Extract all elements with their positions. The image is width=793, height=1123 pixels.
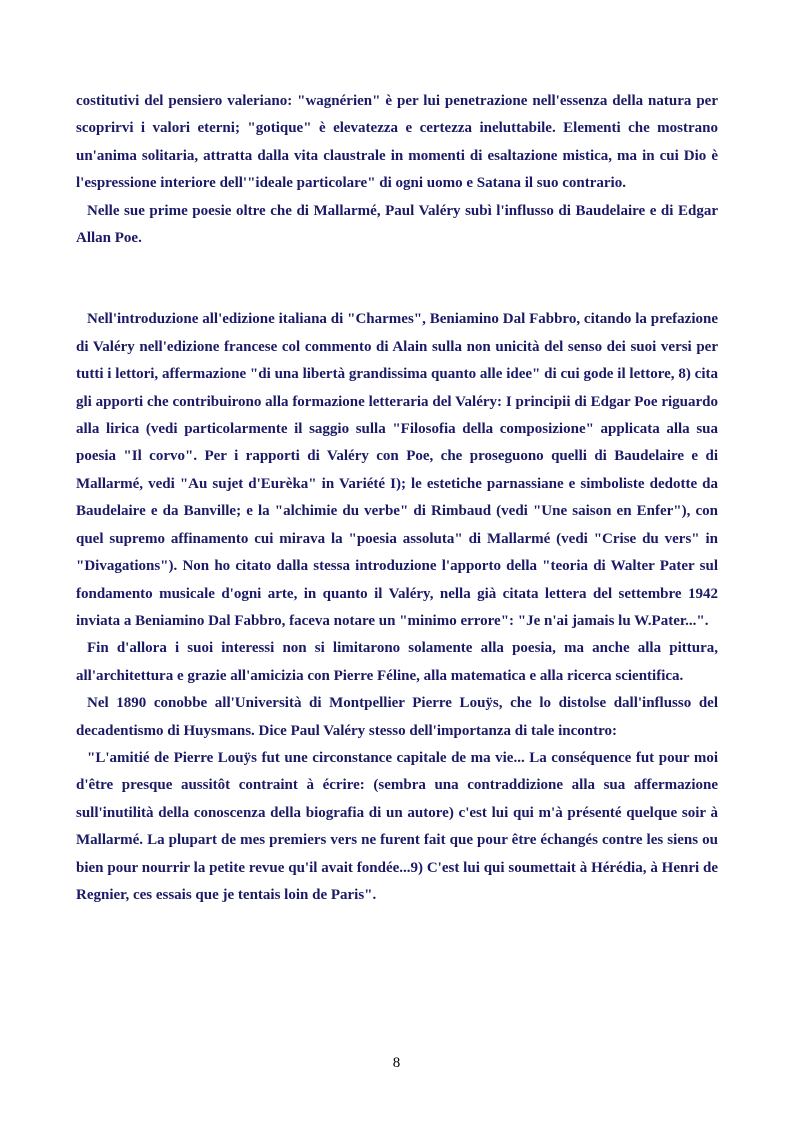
paragraph-1: costitutivi del pensiero valeriano: "wagnérien" è per lui penetrazione nell'essenza della natura per scoprirvi i valori eterni; "gotique" è elevatezza e certezza ineluttabile. Elementi che mostrano un'anima solitaria, attratta dalla vita claustrale in momenti di esaltazione mistica, ma in cui Dio è l'espressione interiore dell'"ideale particolare" di ogni uomo e Satana il suo contrario. xyxy=(76,93,718,192)
paragraph-4: Fin d'allora i suoi interessi non si limitarono solamente alla poesia, ma anche alla pittura, all'architettura e grazie all'amicizia con Pierre Féline, alla matematica e alla ricerca scientifica. xyxy=(76,640,718,684)
paragraph-3: Nell'introduzione all'edizione italiana di "Charmes", Beniamino Dal Fabbro, citando la prefazione di Valéry nell'edizione francese col commento di Alain sulla non unicità del senso dei suoi versi per tutti i lettori, affermazione "di una libertà grandissima quanto alle idee" di cui gode il lettore, 8) cita gli apporti che contribuirono alla formazione letteraria del Valéry: I principii di Edgar Poe riguardo alla lirica (vedi particolarmente il saggio sulla "Filosofia della composizione" applicata alla sua poesia "Il corvo". Per i rapporti di Valéry con Poe, che proseguono quelli di Baudelaire e di Mallarmé, vedi "Au sujet d'Eurèka" in Variété I); le estetiche parnassiane e simboliste dedotte da Baudelaire e da Banville; e la "alchimie du verbe" di Rimbaud (vedi "Une saison en Enfer"), con quel supremo affinamento cui mirava la "poesia assoluta" di Mallarmé (vedi "Crise du vers" in "Divagations"). Non ho citato dalla stessa introduzione l'apporto della "teoria di Walter Pater sul fondamento musicale d'ogni arte, in quanto il Valéry, nella già citata lettera del settembre 1942 inviata a Beniamino Dal Fabbro, faceva notare un "minimo errore": "Je n'ai jamais lu W.Pater...". xyxy=(76,311,718,629)
page-number: 8 xyxy=(392,1055,401,1071)
paragraph-2: Nelle sue prime poesie oltre che di Mallarmé, Paul Valéry subì l'influsso di Baudelaire e di Edgar Allan Poe. xyxy=(76,202,718,247)
paragraph-5: Nel 1890 conobbe all'Università di Montpellier Pierre Louÿs, che lo distolse dall'influsso del decadentismo di Huysmans. Dice Paul Valéry stesso dell'importanza di tale incontro: xyxy=(76,695,718,739)
paragraph-6-quote: "L'amitié de Pierre Louÿs fut une circonstance capitale de ma vie... La conséquence fut pour moi d'être presque aussitôt contraint à écrire: (sembra una contraddizione alla sua affermazione sull'inutilità della conoscenza della biografia di un autore) c'est lui qui m'à présenté quelque soir à Mallarmé. La plupart de mes premiers vers ne furent fait que pour être échangés contre les siens ou bien pour nourrir la petite revue qu'il avait fondée...9) C'est lui qui soumettait à Hérédia, à Henri de Regnier, ces essais que je tentais loin de Paris". xyxy=(76,749,718,903)
document-body xyxy=(76,88,718,909)
section-gap xyxy=(76,252,718,306)
